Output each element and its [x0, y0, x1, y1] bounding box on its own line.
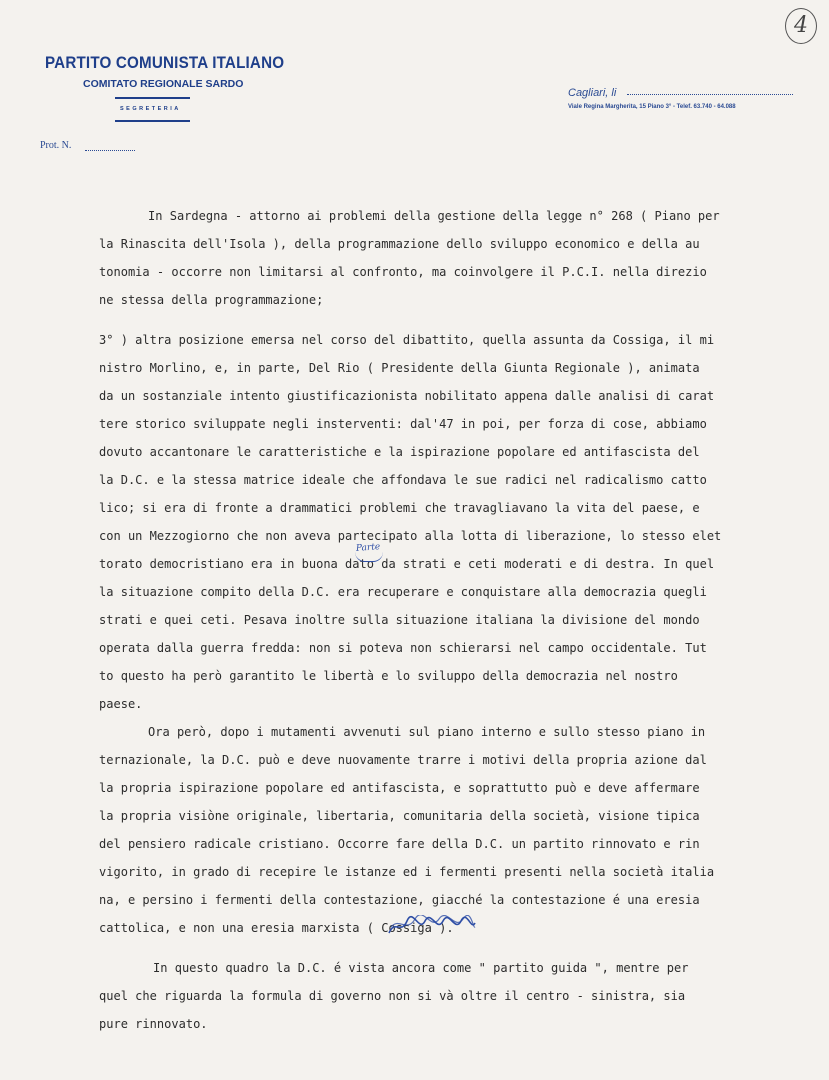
city-label: Cagliari, li — [568, 87, 617, 99]
text-line: strati e quei ceti. Pesava inoltre sulla situazione italiana la divisione del mondo — [99, 612, 700, 627]
department-name: SEGRETERIA — [120, 106, 181, 112]
text-line: del pensiero radicale cristiano. Occorre fare della D.C. un partito rinnovato e rin — [99, 836, 700, 851]
text-line: In questo quadro la D.C. é vista ancora come " partito guida ", mentre per — [153, 960, 689, 975]
date-dotted-line — [627, 94, 793, 95]
text-line: na, e persino i fermenti della contestazione, giacché la contestazione é una eresia — [99, 892, 700, 907]
text-line: Ora però, dopo i mutamenti avvenuti sul piano interno e sullo stesso piano in — [148, 724, 706, 739]
text-line: con un Mezzogiorno che non aveva partecipato alla lotta di liberazione, lo stesso elet — [99, 528, 722, 543]
committee-name: COMITATO REGIONALE SARDO — [83, 78, 244, 90]
text-line: cattolica, e non una eresia marxista ( Cossiga ). — [99, 920, 454, 935]
letterhead-rule-top — [115, 97, 190, 99]
text-line: ternazionale, la D.C. può e deve nuovamente trarre i motivi della propria azione dal — [99, 752, 707, 767]
address-line: Viale Regina Margherita, 15 Piano 3° - Telef. 63.740 - 64.088 — [568, 104, 736, 110]
party-name: PARTITO COMUNISTA ITALIANO — [45, 54, 285, 72]
text-line: vigorito, in grado di recepire le istanze ed i fermenti presenti nella società italia — [99, 864, 715, 879]
text-line: quel che riguarda la formula di governo non si và oltre il centro - sinistra, sia — [99, 988, 686, 1003]
text-line: paese. — [99, 696, 143, 711]
protocol-dotted-line — [85, 150, 135, 151]
handwritten-scribble — [385, 915, 477, 937]
text-line: pure rinnovato. — [99, 1016, 208, 1031]
text-line: tere storico sviluppate negli insterventi: dal'47 in poi, per forza di cose, abbiamo — [99, 416, 707, 431]
text-line: dovuto accantonare le caratteristiche e la ispirazione popolare ed antifascista del — [99, 444, 700, 459]
text-line: torato democristiano era in buona dato da strati e ceti moderati e di destra. In quel — [99, 556, 715, 571]
text-line: operata dalla guerra fredda: non si poteva non schierarsi nel campo occidentale. Tut — [99, 640, 707, 655]
text-line: da un sostanziale intento giustificazionista nobilitato appena dalle analisi di carat — [99, 388, 715, 403]
letterhead-rule-bottom — [115, 120, 190, 122]
page-number: 4 — [785, 8, 817, 44]
text-line: la situazione compito della D.C. era recuperare e conquistare alla democrazia quegli — [99, 584, 707, 599]
text-line: la propria visiòne originale, libertaria, comunitaria della società, visione tipica — [99, 808, 700, 823]
handwritten-note: Parte — [355, 542, 381, 554]
text-line: In Sardegna - attorno ai problemi della gestione della legge n° 268 ( Piano per — [148, 208, 720, 223]
text-line: la Rinascita dell'Isola ), della programmazione dello sviluppo economico e della au — [99, 236, 700, 251]
text-line: tonomia - occorre non limitarsi al confronto, ma coinvolgere il P.C.I. nella direzio — [99, 264, 707, 279]
text-line: nistro Morlino, e, in parte, Del Rio ( Presidente della Giunta Regionale ), animata — [99, 360, 700, 375]
text-line: la propria ispirazione popolare ed antifascista, e soprattutto può e deve affermare — [99, 780, 700, 795]
protocol-label: Prot. N. — [40, 140, 72, 151]
text-line: 3° ) altra posizione emersa nel corso del dibattito, quella assunta da Cossiga, il mi — [99, 332, 715, 347]
text-line: lico; si era di fronte a drammatici problemi che travagliavano la vita del paese, e — [99, 500, 700, 515]
text-line: to questo ha però garantito le libertà e lo sviluppo della democrazia nel nostro — [99, 668, 678, 683]
text-line: la D.C. e la stessa matrice ideale che affondava le sue radici nel radicalismo catto — [99, 472, 707, 487]
text-line: ne stessa della programmazione; — [99, 292, 324, 307]
